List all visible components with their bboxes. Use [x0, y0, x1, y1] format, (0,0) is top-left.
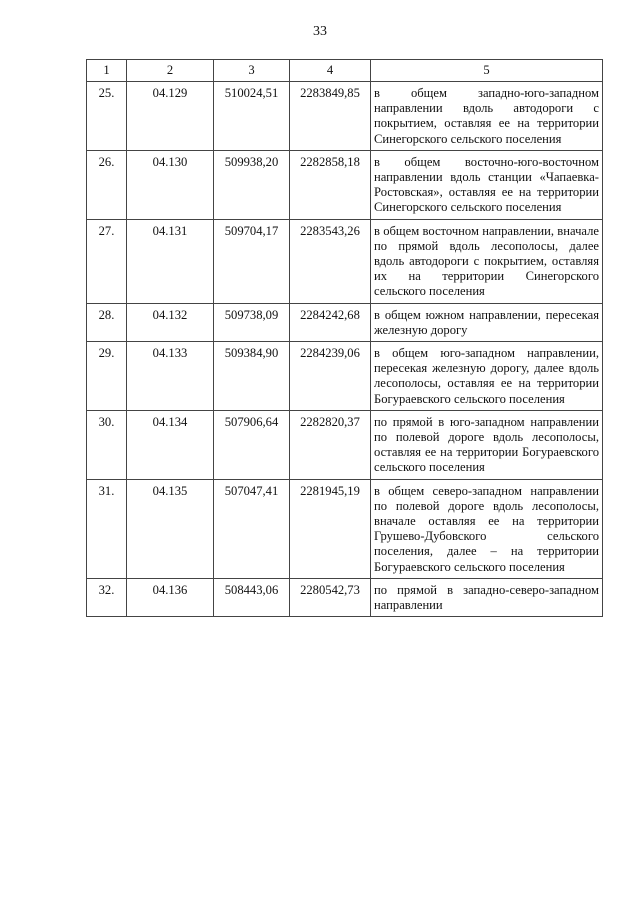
- boundary-description-cell: в общем южном направлении, пересекая железную дорогу: [371, 303, 603, 341]
- row-number-cell: 31.: [87, 479, 127, 578]
- coordinate-y-cell: 2283849,85: [290, 82, 371, 151]
- row-number-cell: 27.: [87, 219, 127, 303]
- table-row: [87, 150, 603, 219]
- row-number-cell: 28.: [87, 303, 127, 341]
- table-row: [87, 578, 603, 616]
- table-row: [87, 342, 603, 411]
- column-header: 4: [290, 60, 371, 82]
- coordinate-x-cell: 509938,20: [214, 150, 290, 219]
- coordinate-y-cell: 2282820,37: [290, 410, 371, 479]
- column-header: 1: [87, 60, 127, 82]
- row-number-cell: 32.: [87, 578, 127, 616]
- table-row: [87, 219, 603, 303]
- boundary-description-cell: в общем западно-юго-западном направлении вдоль автодороги с покрытием, оставляя ее на территории Синегорского сельского поселения: [371, 82, 603, 151]
- coordinate-y-cell: 2284242,68: [290, 303, 371, 341]
- coordinate-x-cell: 507047,41: [214, 479, 290, 578]
- point-code-cell: 04.136: [127, 578, 214, 616]
- column-header: 2: [127, 60, 214, 82]
- coordinate-x-cell: 509738,09: [214, 303, 290, 341]
- boundary-points-table: [86, 59, 603, 617]
- point-code-cell: 04.131: [127, 219, 214, 303]
- row-number-cell: 26.: [87, 150, 127, 219]
- boundary-description-cell: по прямой в западно-северо-западном направлении: [371, 578, 603, 616]
- column-header: 3: [214, 60, 290, 82]
- table-row: [87, 410, 603, 479]
- page-number: 33: [313, 24, 327, 39]
- coordinate-x-cell: 508443,06: [214, 578, 290, 616]
- table-header-row: [87, 60, 603, 82]
- coordinate-x-cell: 507906,64: [214, 410, 290, 479]
- coordinate-y-cell: 2284239,06: [290, 342, 371, 411]
- boundary-description-cell: в общем восточном направлении, вначале по прямой вдоль лесополосы, далее вдоль автодороги с покрытием, оставляя их на территории Синегорского сельского поселения: [371, 219, 603, 303]
- boundary-description-cell: в общем северо-западном направлении по полевой дороге вдоль лесополосы, вначале оставляя ее на территории Грушево-Дубовского сельского поселения, далее – на территории Богураевского сельского поселения: [371, 479, 603, 578]
- point-code-cell: 04.130: [127, 150, 214, 219]
- coordinate-y-cell: 2281945,19: [290, 479, 371, 578]
- point-code-cell: 04.133: [127, 342, 214, 411]
- coordinate-x-cell: 509704,17: [214, 219, 290, 303]
- row-number-cell: 29.: [87, 342, 127, 411]
- coordinate-x-cell: 510024,51: [214, 82, 290, 151]
- coordinate-y-cell: 2283543,26: [290, 219, 371, 303]
- point-code-cell: 04.134: [127, 410, 214, 479]
- table-row: [87, 303, 603, 341]
- coordinate-x-cell: 509384,90: [214, 342, 290, 411]
- boundary-description-cell: по прямой в юго-западном направлении по полевой дороге вдоль лесополосы, оставляя ее на территории Богураевского сельского поселения: [371, 410, 603, 479]
- coordinate-y-cell: 2282858,18: [290, 150, 371, 219]
- boundary-description-cell: в общем юго-западном направлении, пересекая железную дорогу, далее вдоль лесополосы, оставляя ее на территории Богураевского сельского поселения: [371, 342, 603, 411]
- coordinate-y-cell: 2280542,73: [290, 578, 371, 616]
- row-number-cell: 30.: [87, 410, 127, 479]
- point-code-cell: 04.132: [127, 303, 214, 341]
- boundary-description-cell: в общем восточно-юго-восточном направлении вдоль станции «Чапаевка-Ростовская», оставляя ее на территории Синегорского сельского поселения: [371, 150, 603, 219]
- row-number-cell: 25.: [87, 82, 127, 151]
- table-row: [87, 82, 603, 151]
- point-code-cell: 04.135: [127, 479, 214, 578]
- table-row: [87, 479, 603, 578]
- column-header: 5: [371, 60, 603, 82]
- point-code-cell: 04.129: [127, 82, 214, 151]
